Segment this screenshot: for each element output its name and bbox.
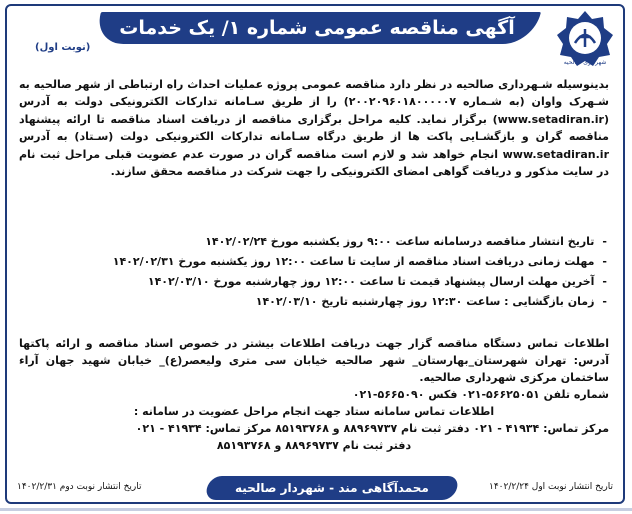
list-item: - مهلت زمانی دریافت اسناد مناقصه از سایت تا ساعت ۱۲:۰۰ روز یکشنبه مورخ ۱۴۰۲/۰۲/۳۱ xyxy=(112,255,607,268)
signature-band xyxy=(204,476,460,500)
contact-phones: شماره تلفن ۵۶۶۲۵۰۵۱-۰۲۱ فکس ۵۶۶۵۰۹۰-۰۲۱ xyxy=(352,388,609,401)
contact-section xyxy=(19,335,609,454)
setad-line-2: دفتر ثبت نام ۸۸۹۶۹۷۳۷ و ۸۵۱۹۳۷۶۸ xyxy=(216,439,412,452)
contact-info: اطلاعات تماس دستگاه مناقصه گزار جهت دریافت اطلاعات بیشتر در خصوص اسناد مناقصه و ارائه پاکتها آدرس: تهران شهرستان_بهارستان_ شهر صالحیه خیابان سی متری ولیعصر(ع)_ خیابان شهید جهان آراء ساختمان مرکزی شهرداری صالحیه. xyxy=(19,337,609,384)
dates-list xyxy=(27,232,607,312)
notice-footer xyxy=(7,476,623,504)
main-paragraph: بدینوسیله شـهرداری صالحیه در نظر دارد مناقصه عمومی پروژه عملیات احداث راه ارتباطی از شهر صالحیه به شـهرک واوان (به شـماره ۲۰۰۲۰۹۶۰۱۸۰۰۰۰۰۷) را از طریق سـامانه تدارکات الکترونیکی دولت به آدرس (www.setadiran.ir) برگزار نماید. کلیه مراحل برگزاری مناقصه از دریافت اسناد مناقصه تا ارائه پیشنهاد مناقصه گران و بازگشـایی پاکت ها از طریق درگاه سـامانه تدارکات الکترونیکی دولت (سـتاد) به آدرس www.setadiran.ir انجام خواهد شد و لازم است مناقصه گران در صورت عدم عضویت قبلی مراحل ثبت نام در سایت مذکور و دریافت گواهی امضای الکترونیکی را جهت شرکت در مناقصه محقق سازند. xyxy=(19,78,609,179)
notice-title: آگهی مناقصه عمومی شماره ۱/ یک خدمات xyxy=(119,17,515,39)
mayor-signature: محمدآگاهی مند - شهردار صالحیه xyxy=(235,481,429,495)
setad-heading: اطلاعات تماس سامانه ستاد جهت انجام مراحل عضویت در سامانه : xyxy=(133,405,495,418)
list-item: - زمان بازگشایی : ساعت ۱۲:۳۰ روز چهارشنبه تاریخ ۱۴۰۲/۰۳/۱۰ xyxy=(255,295,607,308)
notice-body xyxy=(19,76,609,180)
logo-caption: شهرداری صالحیه xyxy=(563,59,607,66)
notice-frame xyxy=(5,4,625,504)
setad-line-1: مرکز تماس: ۴۱۹۳۴ - ۰۲۱ دفتر ثبت نام ۸۸۹۶۹۷۳۷ و ۸۵۱۹۳۷۶۸ مرکز تماس: ۴۱۹۳۴ - ۰۲۱ xyxy=(135,422,609,435)
second-publish-date: تاریخ انتشار نوبت دوم ۱۴۰۲/۲/۳۱ xyxy=(17,482,142,492)
first-publish-date: تاریخ انتشار نوبت اول ۱۴۰۲/۲/۲۴ xyxy=(489,482,613,492)
round-label: (نوبت اول) xyxy=(35,42,91,53)
list-item: - تاریخ انتشار مناقصه درسامانه ساعت ۹:۰۰ روز یکشنبه مورخ ۱۴۰۲/۰۲/۲۴ xyxy=(205,235,607,248)
list-item: - آخرین مهلت ارسال پیشنهاد قیمت تا ساعت ۱۲:۰۰ روز چهارشنبه مورخ ۱۴۰۲/۰۳/۱۰ xyxy=(147,275,607,288)
notice-header xyxy=(7,6,623,70)
bottom-divider xyxy=(0,508,632,511)
